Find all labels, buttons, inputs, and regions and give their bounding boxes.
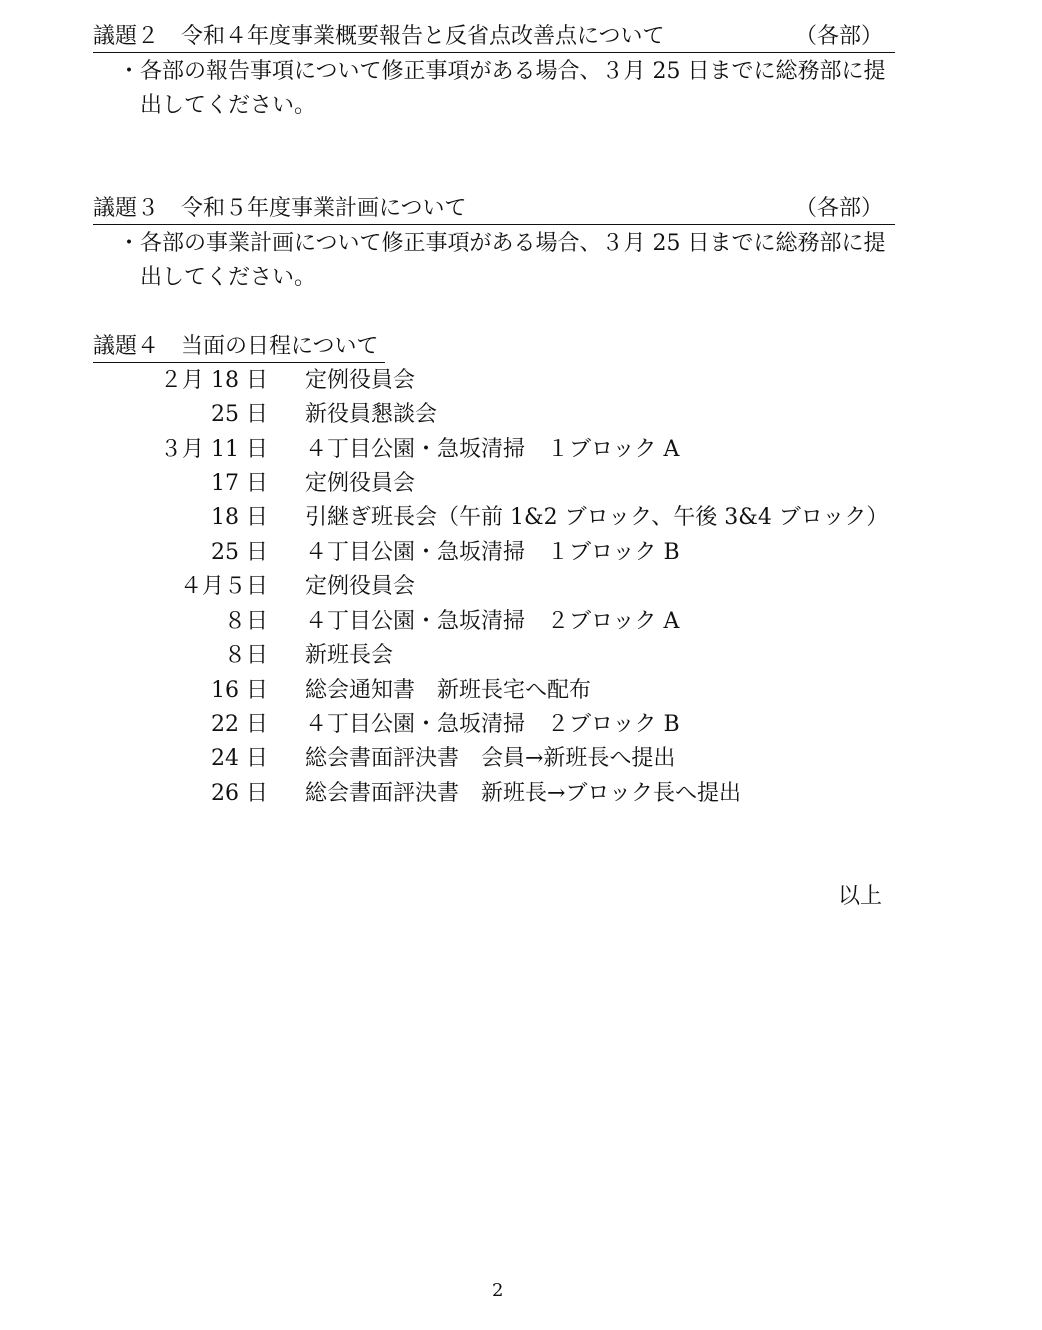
schedule-date: ８日 xyxy=(223,609,268,634)
agenda-3-title: 議題３ 令和５年度事業計画について xyxy=(93,196,467,221)
schedule-date: 17 日 xyxy=(211,471,268,496)
schedule-date: 24 日 xyxy=(211,746,268,771)
agenda-3-note-line-1: ・各部の事業計画について修正事項がある場合、３月 25 日までに総務部に提 xyxy=(118,231,886,256)
schedule-row xyxy=(0,469,1042,499)
schedule-row xyxy=(0,744,1042,774)
schedule-event: 新役員懇談会 xyxy=(305,402,438,427)
schedule-event: 定例役員会 xyxy=(305,368,416,393)
schedule-event: ４丁目公園・急坂清掃 １ブロック A xyxy=(305,437,680,462)
agenda-2-title: 議題２ 令和４年度事業概要報告と反省点改善点について xyxy=(93,24,665,49)
schedule-event: 総会書面評決書 新班長→ブロック長へ提出 xyxy=(305,781,741,806)
schedule-event: 引継ぎ班長会（午前 1&2 ブロック、午後 3&4 ブロック） xyxy=(305,505,889,530)
schedule-event: 新班長会 xyxy=(305,643,394,668)
closing-text: 以上 xyxy=(838,884,883,909)
schedule-row xyxy=(0,400,1042,430)
schedule-row xyxy=(0,366,1042,396)
schedule-row xyxy=(0,676,1042,706)
schedule-date: 25 日 xyxy=(211,540,268,565)
schedule-event: 総会書面評決書 会員→新班長へ提出 xyxy=(305,746,676,771)
schedule-row xyxy=(0,641,1042,671)
schedule-event: 定例役員会 xyxy=(305,574,416,599)
schedule-event: ４丁目公園・急坂清掃 ２ブロック B xyxy=(305,712,680,737)
schedule-row xyxy=(0,779,1042,809)
schedule-date: 26 日 xyxy=(211,781,268,806)
agenda-2-tag: （各部） xyxy=(794,24,883,49)
agenda-3-heading xyxy=(93,196,895,225)
schedule-event: ４丁目公園・急坂清掃 １ブロック B xyxy=(305,540,680,565)
agenda-2-note-line-1: ・各部の報告事項について修正事項がある場合、３月 25 日までに総務部に提 xyxy=(118,59,886,84)
schedule-event: 定例役員会 xyxy=(305,471,416,496)
schedule-date: ２月 18 日 xyxy=(160,368,268,393)
agenda-2-heading xyxy=(93,24,895,53)
schedule-row xyxy=(0,607,1042,637)
agenda-3-tag: （各部） xyxy=(794,196,883,221)
agenda-3-note-line-2: 出してください。 xyxy=(140,265,317,290)
agenda-4-title: 議題４ 当面の日程について xyxy=(93,334,379,359)
schedule-row xyxy=(0,503,1042,533)
schedule-date: ３月 11 日 xyxy=(160,437,268,462)
schedule-date: ８日 xyxy=(223,643,268,668)
schedule-date: 22 日 xyxy=(211,712,268,737)
schedule-row xyxy=(0,435,1042,465)
schedule-row xyxy=(0,572,1042,602)
schedule-event: ４丁目公園・急坂清掃 ２ブロック A xyxy=(305,609,680,634)
schedule-date: 18 日 xyxy=(211,505,268,530)
schedule-row xyxy=(0,710,1042,740)
schedule-date: 16 日 xyxy=(211,678,268,703)
schedule-row xyxy=(0,538,1042,568)
agenda-4-heading xyxy=(93,334,385,363)
agenda-2-note-line-2: 出してください。 xyxy=(140,93,317,118)
schedule-date: ４月５日 xyxy=(179,574,268,599)
schedule-date: 25 日 xyxy=(211,402,268,427)
schedule-event: 総会通知書 新班長宅へ配布 xyxy=(305,678,592,703)
page-number: 2 xyxy=(492,1280,504,1301)
